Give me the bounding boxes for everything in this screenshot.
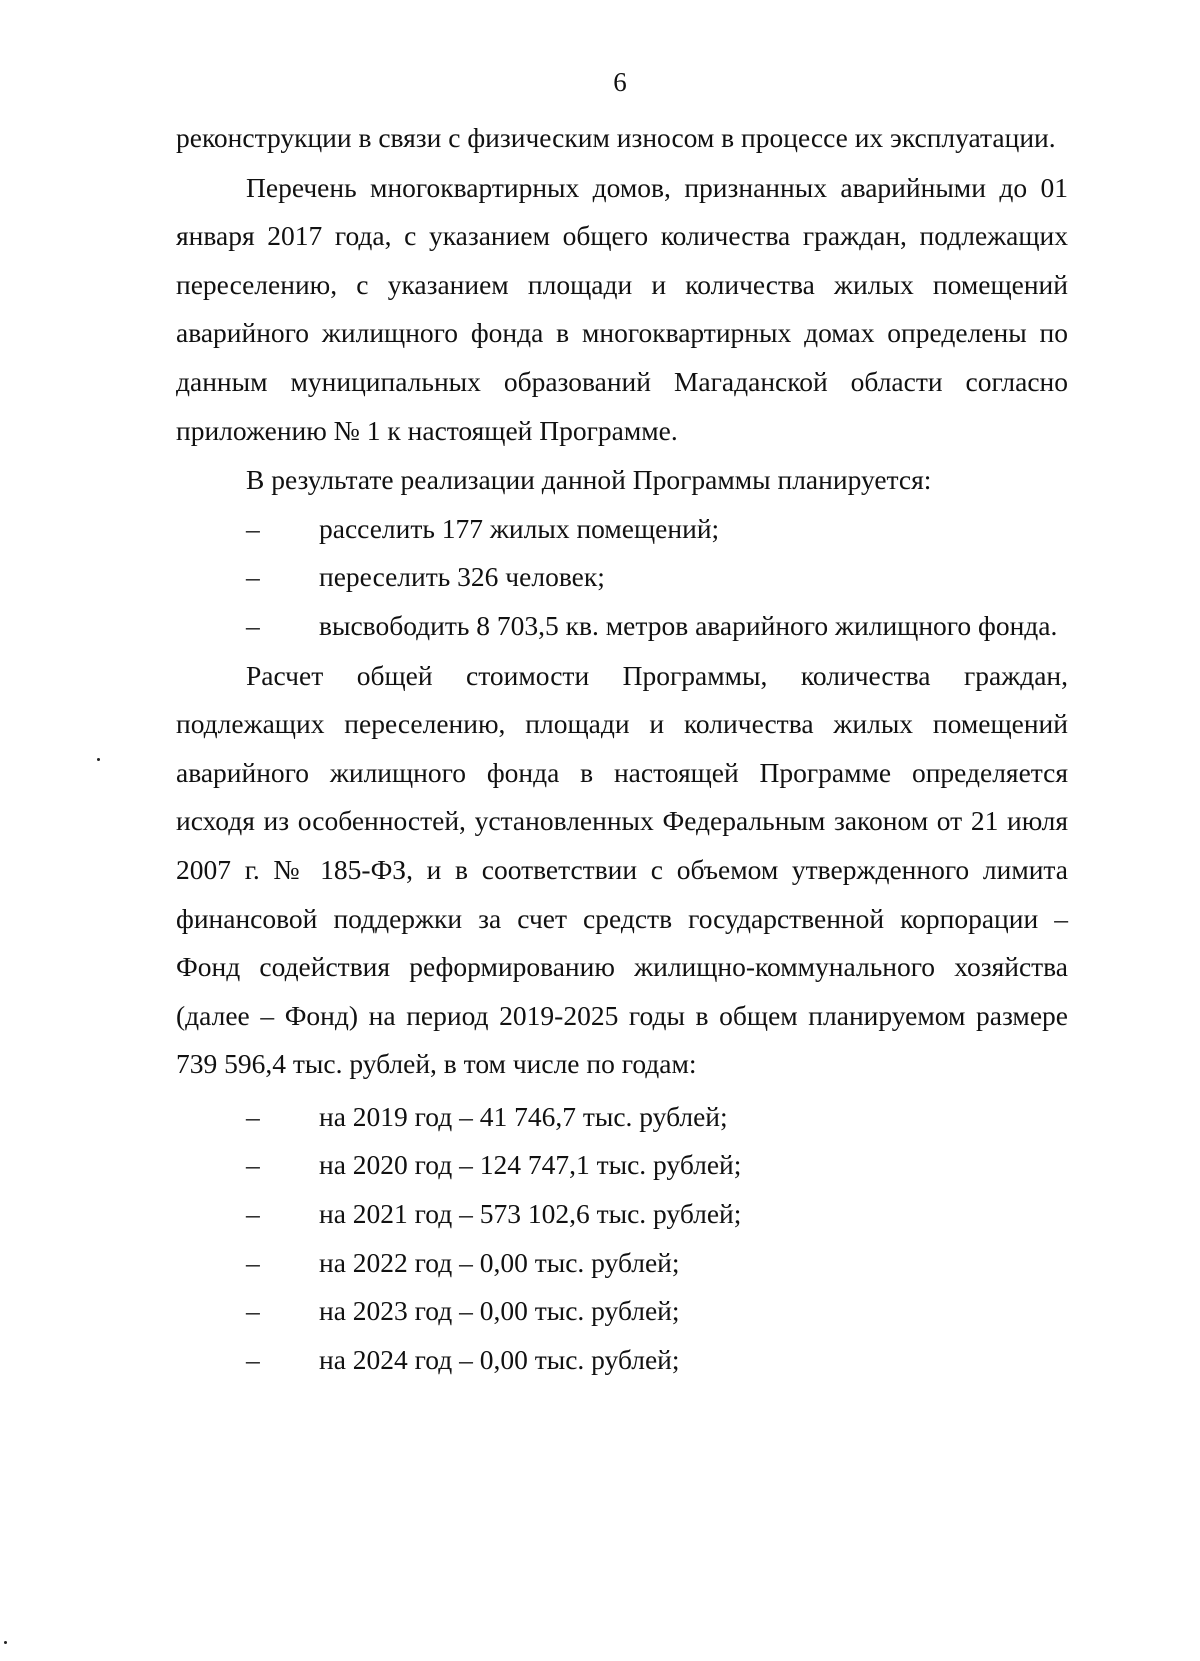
document-body [176, 114, 1068, 1384]
list-item [176, 1093, 1068, 1142]
list-item [176, 505, 1068, 554]
dash-marker: – [246, 1246, 260, 1278]
dash-marker: – [246, 1343, 260, 1375]
list-item [176, 1141, 1068, 1190]
list-item [176, 1336, 1068, 1385]
paragraph-continuation: реконструкции в связи с физическим износом в процессе их эксплуатации. [176, 122, 1056, 153]
list-item-text: на 2021 год – 573 102,6 тыс. рублей; [319, 1198, 742, 1230]
dash-marker: – [246, 512, 260, 544]
list-item [176, 602, 1068, 651]
scan-speck [4, 1641, 7, 1644]
list-item-text: на 2022 год – 0,00 тыс. рублей; [319, 1246, 680, 1278]
dash-marker: – [246, 609, 260, 641]
dash-marker: – [246, 1149, 260, 1181]
list-item [176, 1190, 1068, 1239]
list-item-text: переселить 326 человек; [319, 561, 605, 593]
dash-marker: – [246, 561, 260, 593]
list-item-text: на 2019 год – 41 746,7 тыс. рублей; [319, 1100, 728, 1132]
paragraph-program-results-intro: В результате реализации данной Программы планируется: [246, 464, 932, 496]
dash-marker: – [246, 1198, 260, 1230]
list-item-text: на 2024 год – 0,00 тыс. рублей; [319, 1343, 680, 1375]
list-item-text: на 2020 год – 124 747,1 тыс. рублей; [319, 1149, 742, 1181]
paragraph-building-list: Перечень многоквартирных домов, признанных аварийными до 01 января 2017 года, с указанием общего количества граждан, подлежащих переселению, с указанием площади и количества жилых помещений аварийного жилищного фонда в многоквартирных домах определены по данным муниципальных образований Магаданской области согласно приложению № 1 к настоящей Программе. [176, 171, 1068, 446]
list-item-text: высвободить 8 703,5 кв. метров аварийного жилищного фонда. [319, 609, 1058, 641]
list-item [176, 553, 1068, 602]
page-number: 6 [613, 67, 627, 97]
paragraph-cost-calculation: Расчет общей стоимости Программы, количества граждан, подлежащих переселению, площади и количества жилых помещений аварийного жилищного фонда в настоящей Программе определяется исходя из особенностей, установленных Федеральным законом от 21 июля 2007 г. № 185-ФЗ, и в соответствии с объемом утвержденного лимита финансовой поддержки за счет средств государственной корпорации – Фонд содействия реформированию жилищно-коммунального хозяйства (далее – Фонд) на период 2019-2025 годы в общем планируемом размере 739 596,4 тыс. рублей, в том числе по годам: [176, 659, 1068, 1080]
list-item-text: на 2023 год – 0,00 тыс. рублей; [319, 1295, 680, 1327]
list-item [176, 1287, 1068, 1336]
dash-marker: – [246, 1295, 260, 1327]
yearly-funding-list [176, 1093, 1068, 1385]
list-item [176, 1239, 1068, 1288]
scan-speck [97, 758, 100, 761]
list-item-text: расселить 177 жилых помещений; [319, 512, 720, 544]
plan-list [176, 505, 1068, 651]
dash-marker: – [246, 1100, 260, 1132]
